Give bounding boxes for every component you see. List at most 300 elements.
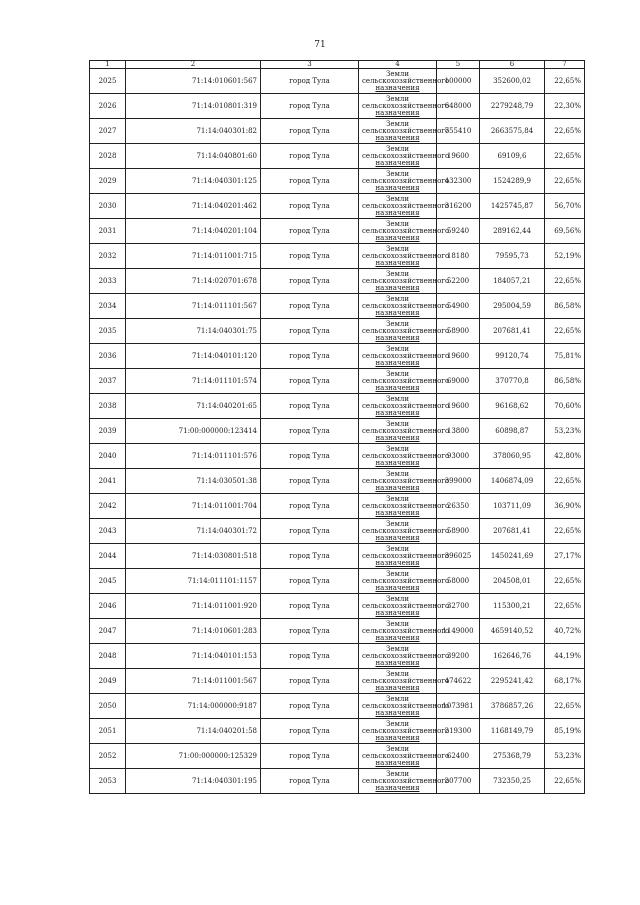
land-category-cell (359, 669, 450, 694)
land-category-cell (359, 719, 450, 744)
area-cell: 207700 (437, 769, 480, 794)
land-category-line: Земли (385, 219, 410, 228)
land-category-line: сельскохозяйственного (362, 176, 450, 185)
row-number-cell: 2028 (90, 144, 126, 169)
land-category-line: Земли (385, 469, 410, 478)
row-number-cell: 2025 (90, 69, 126, 94)
area-cell: 18180 (437, 244, 480, 269)
land-category-line: назначения (375, 783, 420, 792)
land-category-line: Земли (385, 419, 410, 428)
row-number-cell: 2049 (90, 669, 126, 694)
area-cell: 100000 (437, 69, 480, 94)
area-cell: 54900 (437, 294, 480, 319)
location-cell: город Тула (261, 419, 359, 444)
cadastral-value-cell: 204508,01 (480, 569, 545, 594)
land-category-line: Земли (385, 769, 410, 778)
cadastral-value-cell: 1450241,69 (480, 544, 545, 569)
table-row (90, 94, 585, 119)
location-cell: город Тула (261, 569, 359, 594)
land-category-line: назначения (375, 533, 420, 542)
land-category-line: назначения (375, 383, 420, 392)
table-body (90, 69, 585, 794)
cadastral-number-cell: 71:14:010601:283 (126, 619, 261, 644)
land-category-line: сельскохозяйственного (362, 576, 450, 585)
row-number-cell: 2029 (90, 169, 126, 194)
table-row (90, 444, 585, 469)
land-category-line: Земли (385, 719, 410, 728)
cadastral-number-cell: 71:14:011001:704 (126, 494, 261, 519)
location-cell: город Тула (261, 269, 359, 294)
location-cell: город Тула (261, 394, 359, 419)
percent-cell: 22,65% (545, 569, 585, 594)
land-category-cell (359, 294, 450, 319)
percent-cell: 22,65% (545, 469, 585, 494)
percent-cell: 69,56% (545, 219, 585, 244)
land-category-line: Земли (385, 619, 410, 628)
location-cell: город Тула (261, 294, 359, 319)
location-cell: город Тула (261, 644, 359, 669)
column-header-5: 5 (437, 61, 480, 69)
land-category-cell (359, 369, 450, 394)
table-row (90, 544, 585, 569)
location-cell: город Тула (261, 744, 359, 769)
location-cell: город Тула (261, 444, 359, 469)
land-category-line: сельскохозяйственного (362, 201, 450, 210)
land-category-line: Земли (385, 744, 410, 753)
table-row (90, 494, 585, 519)
row-number-cell: 2030 (90, 194, 126, 219)
land-category-line: Земли (385, 69, 410, 78)
table-row (90, 219, 585, 244)
row-number-cell: 2035 (90, 319, 126, 344)
row-number-cell: 2046 (90, 594, 126, 619)
cadastral-value-cell: 96168,62 (480, 394, 545, 419)
area-cell: 755410 (437, 119, 480, 144)
location-cell: город Тула (261, 69, 359, 94)
row-number-cell: 2050 (90, 694, 126, 719)
table-row (90, 594, 585, 619)
cadastral-value-cell: 1524289,9 (480, 169, 545, 194)
land-category-line: сельскохозяйственного (362, 251, 450, 260)
land-category-line: сельскохозяйственного (362, 376, 450, 385)
cadastral-value-cell: 69109,6 (480, 144, 545, 169)
land-registry-table (89, 60, 585, 794)
cadastral-value-cell: 184057,21 (480, 269, 545, 294)
row-number-cell: 2042 (90, 494, 126, 519)
cadastral-number-cell: 71:14:040201:104 (126, 219, 261, 244)
percent-cell: 22,65% (545, 169, 585, 194)
land-category-line: сельскохозяйственного (362, 101, 450, 110)
cadastral-number-cell: 71:00:000000:123414 (126, 419, 261, 444)
row-number-cell: 2053 (90, 769, 126, 794)
land-category-line: сельскохозяйственного (362, 351, 450, 360)
percent-cell: 22,65% (545, 119, 585, 144)
area-cell: 32700 (437, 594, 480, 619)
table-row (90, 394, 585, 419)
percent-cell: 22,65% (545, 269, 585, 294)
land-category-cell (359, 394, 450, 419)
area-cell: 58900 (437, 519, 480, 544)
land-category-line: сельскохозяйственного (362, 451, 450, 460)
row-number-cell: 2031 (90, 219, 126, 244)
land-category-cell (359, 269, 450, 294)
table-row (90, 619, 585, 644)
land-category-line: Земли (385, 569, 410, 578)
land-category-line: Земли (385, 694, 410, 703)
land-category-cell (359, 144, 450, 169)
table-row (90, 519, 585, 544)
land-category-line: Земли (385, 494, 410, 503)
land-category-line: назначения (375, 733, 420, 742)
land-category-line: Земли (385, 94, 410, 103)
area-cell: 39200 (437, 644, 480, 669)
area-cell: 316200 (437, 194, 480, 219)
cadastral-number-cell: 71:14:040201:65 (126, 394, 261, 419)
land-category-cell (359, 469, 450, 494)
land-category-cell (359, 569, 450, 594)
area-cell: 19600 (437, 394, 480, 419)
land-category-line: Земли (385, 369, 410, 378)
cadastral-number-cell: 71:14:011001:567 (126, 669, 261, 694)
cadastral-value-cell: 207681,41 (480, 519, 545, 544)
cadastral-value-cell: 115300,21 (480, 594, 545, 619)
land-category-line: назначения (375, 258, 420, 267)
location-cell: город Тула (261, 144, 359, 169)
area-cell: 58000 (437, 569, 480, 594)
row-number-cell: 2047 (90, 619, 126, 644)
land-category-line: назначения (375, 133, 420, 142)
column-header-1: 1 (90, 61, 126, 69)
percent-cell: 86,58% (545, 294, 585, 319)
land-category-cell (359, 219, 450, 244)
percent-cell: 36,90% (545, 494, 585, 519)
area-cell: 62400 (437, 744, 480, 769)
land-category-line: Земли (385, 444, 410, 453)
location-cell: город Тула (261, 719, 359, 744)
cadastral-value-cell: 289162,44 (480, 219, 545, 244)
land-category-line: сельскохозяйственного (362, 526, 450, 535)
percent-cell: 22,65% (545, 69, 585, 94)
percent-cell: 27,17% (545, 544, 585, 569)
cadastral-number-cell: 71:14:011101:1157 (126, 569, 261, 594)
land-category-line: назначения (375, 408, 420, 417)
land-category-line: назначения (375, 483, 420, 492)
land-category-line: назначения (375, 83, 420, 92)
table-row (90, 644, 585, 669)
land-category-line: сельскохозяйственного (362, 601, 450, 610)
cadastral-number-cell: 71:14:011101:574 (126, 369, 261, 394)
land-category-line: назначения (375, 283, 420, 292)
cadastral-value-cell: 2663575,84 (480, 119, 545, 144)
percent-cell: 85,19% (545, 719, 585, 744)
row-number-cell: 2034 (90, 294, 126, 319)
land-category-cell (359, 169, 450, 194)
cadastral-number-cell: 71:14:030801:518 (126, 544, 261, 569)
row-number-cell: 2041 (90, 469, 126, 494)
location-cell: город Тула (261, 594, 359, 619)
cadastral-value-cell: 2279248,79 (480, 94, 545, 119)
land-category-cell (359, 619, 450, 644)
percent-cell: 75,81% (545, 344, 585, 369)
land-category-line: сельскохозяйственного (362, 226, 450, 235)
land-category-line: Земли (385, 319, 410, 328)
location-cell: город Тула (261, 94, 359, 119)
cadastral-value-cell: 207681,41 (480, 319, 545, 344)
cadastral-value-cell: 275368,79 (480, 744, 545, 769)
cadastral-number-cell: 71:14:040201:462 (126, 194, 261, 219)
land-category-line: сельскохозяйственного (362, 501, 450, 510)
percent-cell: 22,30% (545, 94, 585, 119)
land-category-line: сельскохозяйственного (362, 401, 450, 410)
land-category-cell (359, 769, 450, 794)
land-category-cell (359, 594, 450, 619)
row-number-cell: 2039 (90, 419, 126, 444)
table-row (90, 169, 585, 194)
land-category-line: Земли (385, 144, 410, 153)
cadastral-number-cell: 71:14:011101:567 (126, 294, 261, 319)
row-number-cell: 2043 (90, 519, 126, 544)
land-category-line: назначения (375, 558, 420, 567)
land-category-line: сельскохозяйственного (362, 651, 450, 660)
land-category-line: Земли (385, 244, 410, 253)
location-cell: город Тула (261, 169, 359, 194)
cadastral-number-cell: 71:14:040301:125 (126, 169, 261, 194)
percent-cell: 86,58% (545, 369, 585, 394)
percent-cell: 22,65% (545, 144, 585, 169)
land-category-line: сельскохозяйственного (362, 676, 450, 685)
cadastral-number-cell: 71:14:040201:58 (126, 719, 261, 744)
cadastral-number-cell: 71:14:040301:72 (126, 519, 261, 544)
land-category-cell (359, 519, 450, 544)
cadastral-number-cell: 71:14:040301:82 (126, 119, 261, 144)
land-category-line: сельскохозяйственного (362, 726, 450, 735)
cadastral-number-cell: 71:14:010801:319 (126, 94, 261, 119)
cadastral-value-cell: 370770,8 (480, 369, 545, 394)
land-category-line: назначения (375, 208, 420, 217)
cadastral-number-cell: 71:14:011001:715 (126, 244, 261, 269)
cadastral-value-cell: 60898,87 (480, 419, 545, 444)
land-category-cell (359, 94, 450, 119)
area-cell: 432300 (437, 169, 480, 194)
row-number-cell: 2027 (90, 119, 126, 144)
row-number-cell: 2040 (90, 444, 126, 469)
table-row (90, 369, 585, 394)
land-category-line: сельскохозяйственного (362, 776, 450, 785)
row-number-cell: 2044 (90, 544, 126, 569)
land-category-line: сельскохозяйственного (362, 151, 450, 160)
land-category-line: Земли (385, 294, 410, 303)
land-category-line: Земли (385, 269, 410, 278)
land-category-line: назначения (375, 583, 420, 592)
location-cell: город Тула (261, 369, 359, 394)
table-row (90, 769, 585, 794)
location-cell: город Тула (261, 469, 359, 494)
cadastral-number-cell: 71:14:020701:678 (126, 269, 261, 294)
table-row (90, 194, 585, 219)
location-cell: город Тула (261, 219, 359, 244)
location-cell: город Тула (261, 669, 359, 694)
cadastral-value-cell: 1168149,79 (480, 719, 545, 744)
land-category-line: Земли (385, 669, 410, 678)
land-category-cell (359, 444, 450, 469)
land-category-line: сельскохозяйственного (362, 751, 450, 760)
percent-cell: 22,65% (545, 694, 585, 719)
cadastral-value-cell: 99120,74 (480, 344, 545, 369)
land-category-line: сельскохозяйственного (362, 626, 450, 635)
land-category-cell (359, 694, 450, 719)
land-category-line: назначения (375, 433, 420, 442)
land-category-line: сельскохозяйственного (362, 126, 450, 135)
land-category-line: назначения (375, 758, 420, 767)
land-category-line: Земли (385, 394, 410, 403)
land-category-cell (359, 319, 450, 344)
area-cell: 1149000 (437, 619, 480, 644)
area-cell: 19600 (437, 344, 480, 369)
land-category-cell (359, 119, 450, 144)
percent-cell: 22,65% (545, 519, 585, 544)
location-cell: город Тула (261, 494, 359, 519)
table-row (90, 744, 585, 769)
land-category-line: назначения (375, 158, 420, 167)
location-cell: город Тула (261, 344, 359, 369)
row-number-cell: 2033 (90, 269, 126, 294)
cadastral-value-cell: 3786857,26 (480, 694, 545, 719)
column-header-3: 3 (261, 61, 359, 69)
cadastral-number-cell: 71:14:011001:920 (126, 594, 261, 619)
percent-cell: 44,19% (545, 644, 585, 669)
cadastral-value-cell: 103711,09 (480, 494, 545, 519)
table-row (90, 319, 585, 344)
land-category-line: сельскохозяйственного (362, 301, 450, 310)
table-row (90, 244, 585, 269)
cadastral-value-cell: 79595,73 (480, 244, 545, 269)
cadastral-number-cell: 71:14:011101:576 (126, 444, 261, 469)
cadastral-number-cell: 71:14:040101:120 (126, 344, 261, 369)
table-row (90, 469, 585, 494)
percent-cell: 42,80% (545, 444, 585, 469)
cadastral-value-cell: 162646,76 (480, 644, 545, 669)
area-cell: 58900 (437, 319, 480, 344)
location-cell: город Тула (261, 694, 359, 719)
percent-cell: 53,23% (545, 419, 585, 444)
land-category-line: сельскохозяйственного (362, 551, 450, 560)
location-cell: город Тула (261, 769, 359, 794)
table-row (90, 669, 585, 694)
row-number-cell: 2038 (90, 394, 126, 419)
area-cell: 648000 (437, 94, 480, 119)
table-row (90, 269, 585, 294)
column-header-6: 6 (480, 61, 545, 69)
row-number-cell: 2045 (90, 569, 126, 594)
land-category-cell (359, 744, 450, 769)
land-category-line: назначения (375, 633, 420, 642)
table-row (90, 119, 585, 144)
percent-cell: 40,72% (545, 619, 585, 644)
area-cell: 19600 (437, 144, 480, 169)
percent-cell: 22,65% (545, 769, 585, 794)
land-category-line: назначения (375, 458, 420, 467)
page-number: 71 (314, 40, 326, 50)
percent-cell: 56,70% (545, 194, 585, 219)
land-category-line: Земли (385, 344, 410, 353)
land-category-line: назначения (375, 508, 420, 517)
column-header-2: 2 (126, 61, 261, 69)
cadastral-number-cell: 71:14:010601:567 (126, 69, 261, 94)
land-category-line: назначения (375, 608, 420, 617)
area-cell: 399000 (437, 469, 480, 494)
cadastral-number-cell: 71:14:000000:9187 (126, 694, 261, 719)
table-row (90, 694, 585, 719)
land-category-line: назначения (375, 708, 420, 717)
cadastral-number-cell: 71:14:040101:153 (126, 644, 261, 669)
location-cell: город Тула (261, 619, 359, 644)
row-number-cell: 2026 (90, 94, 126, 119)
cadastral-value-cell: 4659140,52 (480, 619, 545, 644)
column-header-7: 7 (545, 61, 585, 69)
land-category-line: назначения (375, 333, 420, 342)
row-number-cell: 2037 (90, 369, 126, 394)
land-category-line: Земли (385, 519, 410, 528)
land-category-cell (359, 194, 450, 219)
land-category-cell (359, 244, 450, 269)
land-category-cell (359, 69, 450, 94)
land-category-line: сельскохозяйственного (362, 276, 450, 285)
area-cell: 69000 (437, 369, 480, 394)
percent-cell: 68,17% (545, 669, 585, 694)
location-cell: город Тула (261, 194, 359, 219)
land-category-line: назначения (375, 183, 420, 192)
cadastral-value-cell: 732350,25 (480, 769, 545, 794)
land-category-cell (359, 419, 450, 444)
location-cell: город Тула (261, 544, 359, 569)
table-row (90, 569, 585, 594)
land-category-line: сельскохозяйственного (362, 476, 450, 485)
percent-cell: 70,60% (545, 394, 585, 419)
percent-cell: 22,65% (545, 319, 585, 344)
land-category-line: Земли (385, 194, 410, 203)
land-category-line: назначения (375, 108, 420, 117)
table-row (90, 719, 585, 744)
row-number-cell: 2051 (90, 719, 126, 744)
area-cell: 26350 (437, 494, 480, 519)
cadastral-value-cell: 2295241,42 (480, 669, 545, 694)
row-number-cell: 2052 (90, 744, 126, 769)
land-category-line: сельскохозяйственного (362, 326, 450, 335)
cadastral-value-cell: 1406874,09 (480, 469, 545, 494)
cadastral-value-cell: 352600,02 (480, 69, 545, 94)
area-cell: 52200 (437, 269, 480, 294)
table-row (90, 294, 585, 319)
cadastral-number-cell: 71:14:040801:60 (126, 144, 261, 169)
land-category-cell (359, 494, 450, 519)
land-category-line: назначения (375, 358, 420, 367)
cadastral-number-cell: 71:14:030501:38 (126, 469, 261, 494)
table-row (90, 144, 585, 169)
cadastral-number-cell: 71:14:040301:195 (126, 769, 261, 794)
cadastral-number-cell: 71:14:040301:75 (126, 319, 261, 344)
land-category-line: Земли (385, 644, 410, 653)
table-row (90, 69, 585, 94)
table-row (90, 344, 585, 369)
location-cell: город Тула (261, 319, 359, 344)
percent-cell: 22,65% (545, 594, 585, 619)
header-row (90, 61, 585, 69)
land-category-line: назначения (375, 658, 420, 667)
row-number-cell: 2036 (90, 344, 126, 369)
land-category-line: назначения (375, 683, 420, 692)
land-category-line: назначения (375, 308, 420, 317)
area-cell: 13800 (437, 419, 480, 444)
